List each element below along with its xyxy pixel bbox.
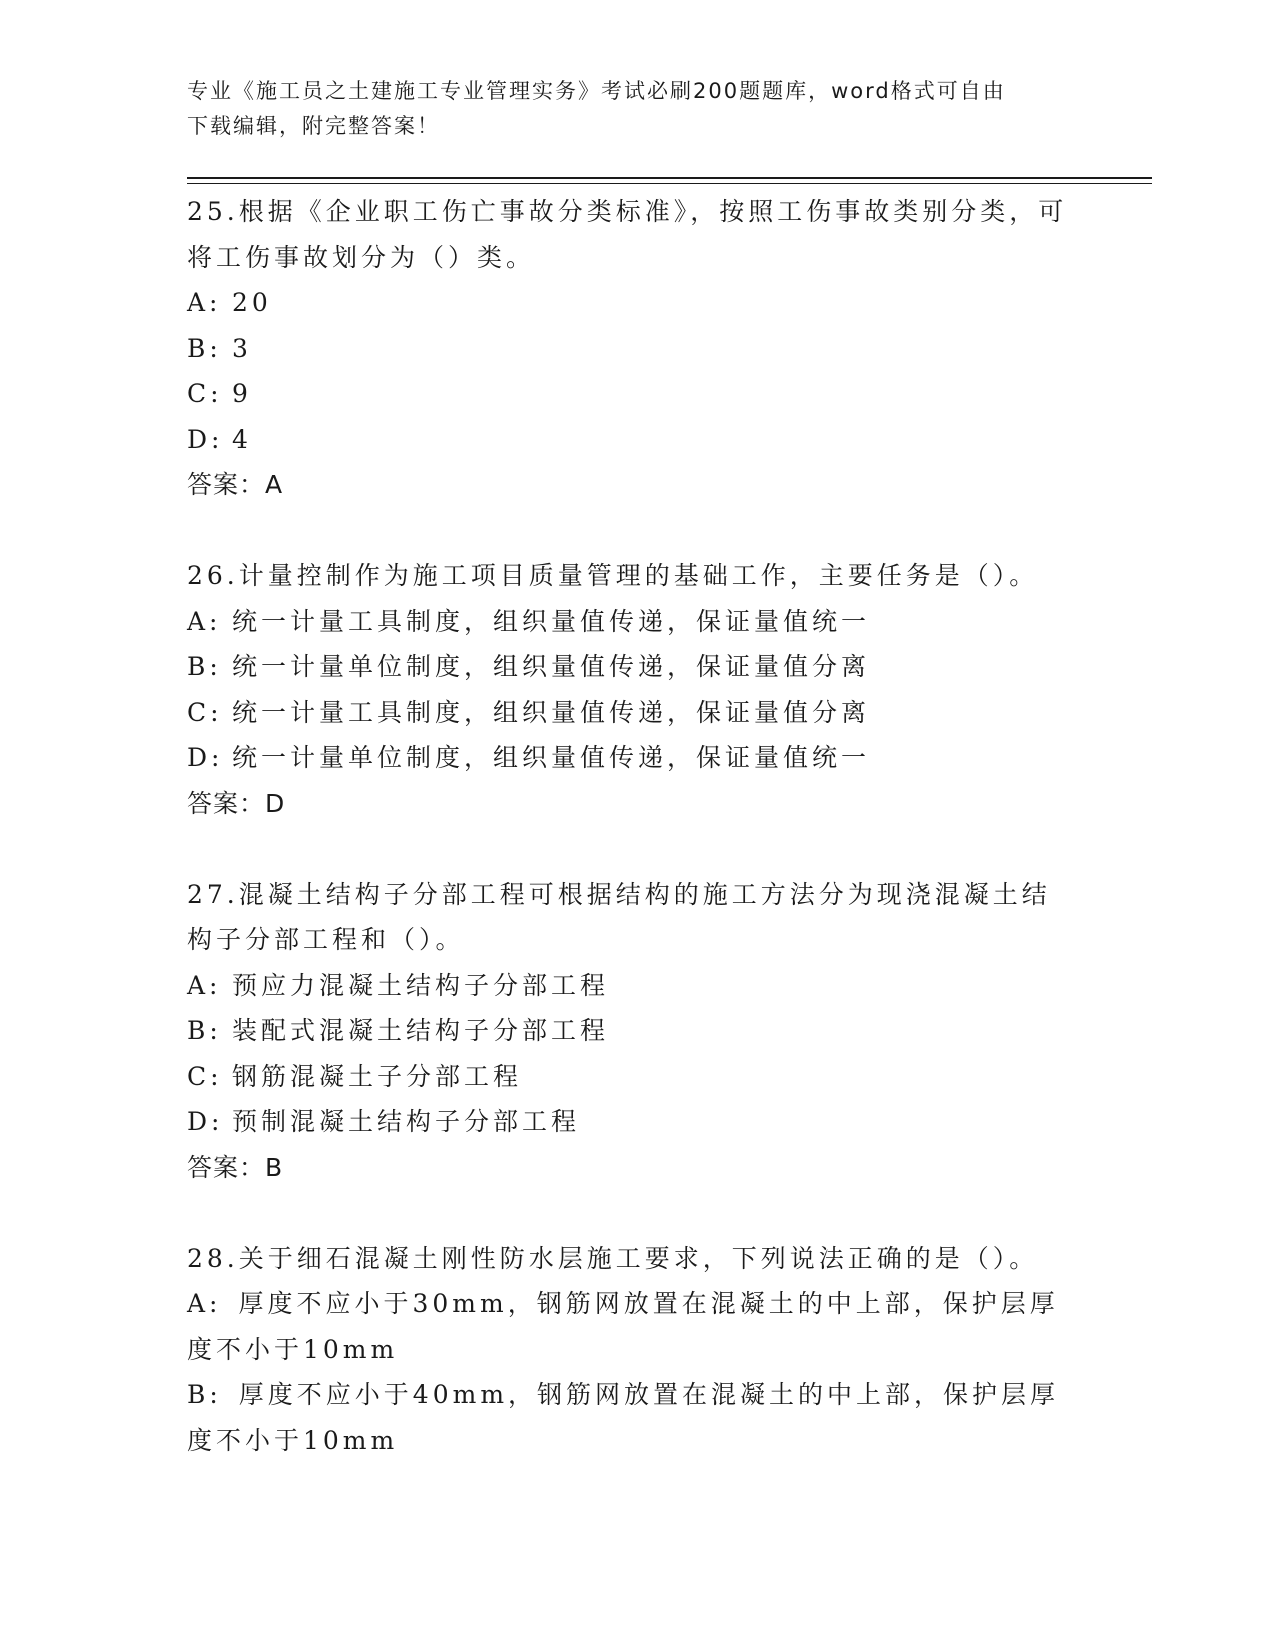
answer: 答案：B [187,1152,284,1182]
option-text: 预制混凝土结构子分部工程 [232,1107,581,1136]
question-stem: 25.根据《企业职工伤亡事故分类标准》，按照工伤事故类别分类，可将工伤事故划分为（）类。 [187,197,1068,272]
option-a [187,963,1087,1009]
option-text: 9 [232,379,252,408]
answer: 答案：A [187,470,284,499]
question-stem: 27.混凝土结构子分部工程可根据结构的施工方法分为现浇混凝土结构子分部工程和（）。 [187,879,1051,954]
option-text: 装配式混凝土结构子分部工程 [232,1016,610,1045]
header-rule-thick [187,177,1152,179]
option-c [187,1054,1087,1100]
option-b [187,1008,1087,1054]
option-a [187,280,1087,326]
option-text: 20 [232,288,272,317]
option-a [187,1281,1077,1372]
option-text: 厚度不应小于30mm，钢筋网放置在混凝土的中上部，保护层厚度不小于10mm [187,1289,1059,1364]
option-b [187,326,1087,372]
option-letter: D: [187,1107,224,1136]
question-25 [187,189,1087,507]
option-text: 统一计量单位制度，组织量值传递，保证量值分离 [232,652,871,681]
header-line-2: 下载编辑，附完整答案！ [187,114,440,138]
option-text: 钢筋混凝土子分部工程 [232,1061,523,1091]
option-letter: A: [187,606,222,636]
option-d [187,417,1087,463]
option-text: 厚度不应小于40mm，钢筋网放置在混凝土的中上部，保护层厚度不小于10mm [187,1380,1060,1455]
option-letter: C: [187,697,223,727]
option-a [187,599,1087,645]
answer: 答案：D [187,788,286,818]
option-text: 统一计量工具制度，组织量值传递，保证量值统一 [232,606,871,636]
option-letter: B: [187,333,222,363]
option-letter: A: [187,288,222,317]
option-letter: A: [187,970,222,1000]
option-b [187,644,1087,690]
option-text: 统一计量单位制度，组织量值传递，保证量值统一 [232,743,871,772]
question-27 [187,872,1087,1190]
option-text: 4 [232,424,252,454]
option-letter: D: [187,743,224,772]
option-letter: C: [187,379,223,408]
question-stem: 28.关于细石混凝土刚性防水层施工要求，下列说法正确的是（）。 [187,1243,1039,1273]
option-text: 预应力混凝土结构子分部工程 [232,970,610,1000]
header-rule-thin [187,183,1152,184]
option-letter: A: [187,1289,222,1318]
question-stem: 26.计量控制作为施工项目质量管理的基础工作，主要任务是（）。 [187,561,1039,590]
option-letter: C: [187,1061,223,1091]
option-text: 统一计量工具制度，组织量值传递，保证量值分离 [232,697,871,727]
option-letter: B: [187,1380,222,1409]
option-d [187,1099,1087,1145]
question-26 [187,553,1087,826]
option-c [187,371,1087,417]
option-b [187,1372,1077,1463]
question-list [187,189,1087,1509]
option-d [187,735,1087,781]
option-letter: B: [187,652,222,681]
option-letter: B: [187,1016,222,1045]
header-line-1: 专业《施工员之土建施工专业管理实务》考试必刷200题题库，word格式可自由 [187,79,1006,103]
document-header [187,74,1067,144]
option-letter: D: [187,424,224,454]
option-text: 3 [232,333,252,363]
option-c [187,690,1087,736]
question-28 [187,1236,1087,1464]
